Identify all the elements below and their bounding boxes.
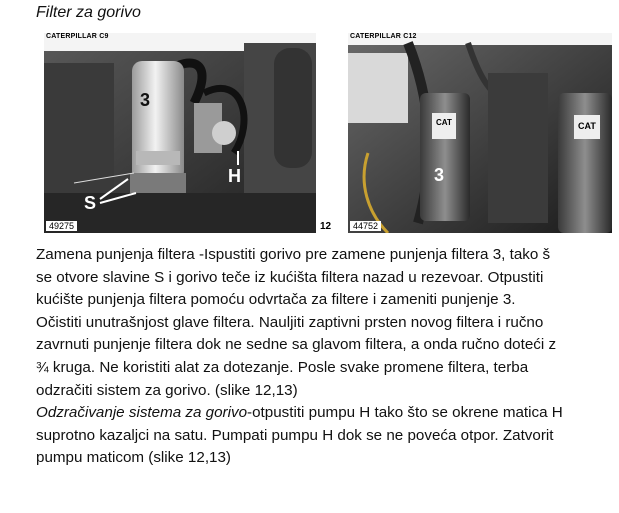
cat-logo-left: CAT bbox=[436, 118, 452, 127]
figure-c9-number: 49275 bbox=[46, 221, 77, 231]
callout-h: H bbox=[228, 166, 241, 186]
figure-c12-number: 44752 bbox=[350, 221, 381, 231]
body-line-rest: -otpustiti pumpu H tako što se okrene matica H bbox=[247, 404, 563, 422]
body-line: Očistiti unutrašnjost glave filtera. Nauljiti zaptivni prsten novog filtera i ručno bbox=[36, 313, 544, 331]
callout-3-c12: 3 bbox=[434, 165, 445, 185]
figure-c12-photo bbox=[348, 33, 612, 233]
cat-logo-right: CAT bbox=[578, 121, 596, 131]
engine-c9-image bbox=[44, 33, 316, 233]
body-text bbox=[36, 244, 619, 470]
page-title: Filter za gorivo bbox=[36, 4, 141, 21]
body-line: odzračiti sistem za gorivo. (slike 12,13) bbox=[36, 381, 298, 399]
body-line: se otvore slavine S i gorivo teče iz kućišta filtera nazad u rezevoar. Otpustiti bbox=[36, 268, 544, 286]
body-line: zavrnuti punjenje filtera dok ne sedne sa glavom filtera, a onda ručno doteći z bbox=[36, 336, 557, 354]
engine-c12-image bbox=[348, 33, 612, 233]
figure-c12-caption: CATERPILLAR C12 bbox=[350, 33, 417, 40]
figure-c9-caption: CATERPILLAR C9 bbox=[46, 33, 109, 40]
body-line: kućište punjenja filtera pomoću odvrtača za filtere i zameniti punjenje 3. bbox=[36, 291, 516, 309]
body-line bbox=[36, 402, 619, 425]
figure-c9-photo bbox=[44, 33, 316, 233]
body-line: ¾ kruga. Ne koristiti alat za dotezanje. Posle svake promene filtera, terba bbox=[36, 358, 529, 376]
body-line: pumpu maticom (slike 12,13) bbox=[36, 449, 231, 467]
body-line: Zamena punjenja filtera -Ispustiti gorivo pre zamene punjenja filtera 3, tako š bbox=[36, 246, 551, 263]
callout-3: 3 bbox=[140, 90, 151, 110]
figure-label-12: 12 bbox=[320, 221, 332, 232]
callout-s: S bbox=[84, 193, 97, 213]
bleeding-heading: Odzračivanje sistema za gorivo bbox=[36, 404, 248, 422]
body-line: suprotno kazaljci na satu. Pumpati pumpu H dok se ne poveća otpor. Zatvorit bbox=[36, 426, 554, 444]
